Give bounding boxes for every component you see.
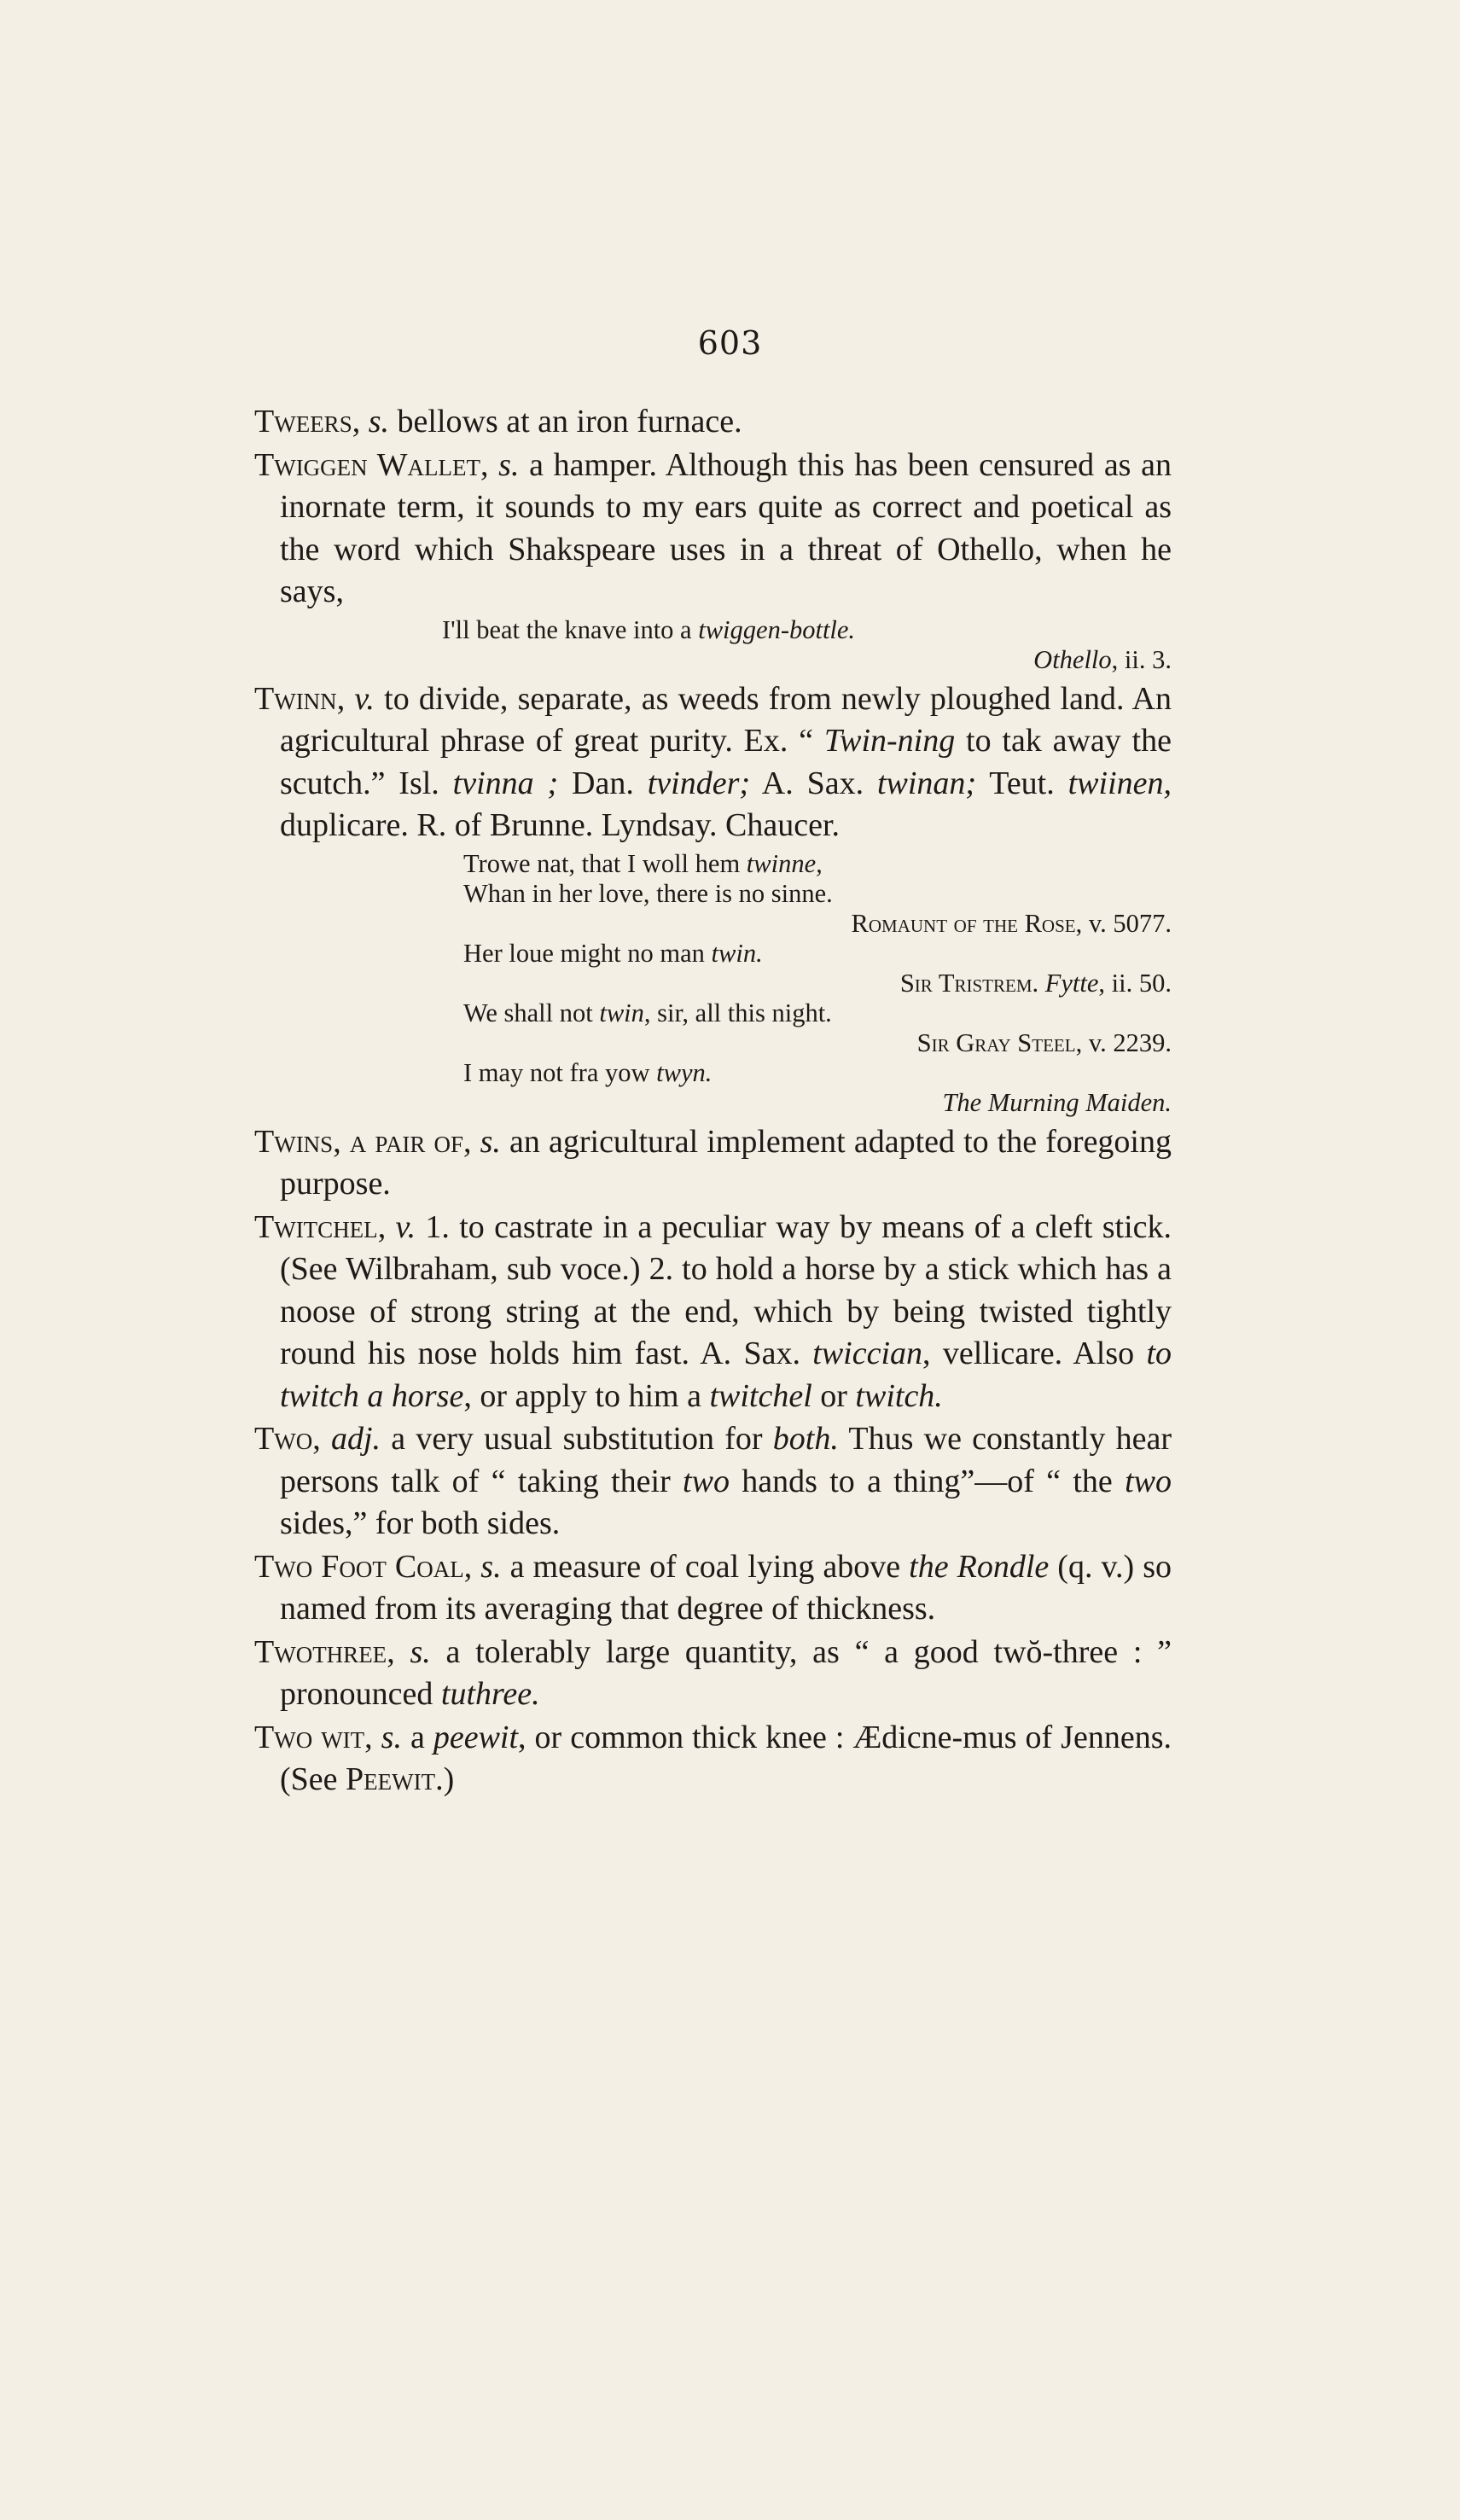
quote-source: Othello, ii. 3. [1033,644,1172,674]
glossary-text [254,401,1172,1802]
entry-twins: Twins, a pair of, s. an agricultural implement adapted to the foregoing purpose. [254,1123,1172,1202]
quote-line: Her loue might no man twin. [463,938,763,968]
quote-source: Sir Tristrem. Fytte, ii. 50. [899,968,1172,998]
quote-source: The Murning Maiden. [942,1087,1172,1117]
entry-twiggen-wallet: Twiggen Wallet, s. a hamper. Although this has been censured as an inornate term, it sounds to my ears quite as correct and poetical as the word which Shakspeare uses in a threat of Othello, when he says, [254,446,1172,609]
quote-twinn [254,849,1172,1118]
entry-twinn: Twinn, v. to divide, separate, as weeds from newly ploughed land. An agricultural phrase of great purity. Ex. “ Twin-ning to tak away the scutch.” Isl. tvinna ; Dan. tvinder; A. Sax. twinan; Teut. twiinen, duplicare. R. of Brunne. Lyndsay. Chaucer. [254,680,1172,843]
page-number: 603 [697,324,763,362]
quote-line: I may not fra yow twyn. [463,1057,713,1087]
entry-tweers: Tweers, s. bellows at an iron furnace. [254,404,742,439]
quote-line: We shall not twin, sir, all this night. [463,998,832,1027]
entry-two-wit: Two wit, s. a peewit, or common thick knee : Ædicne-mus of Jennens. (See Peewit.) [254,1719,1172,1797]
quote-line: I'll beat the knave into a twiggen-bottle. [442,614,856,644]
quote-source: Sir Gray Steel, v. 2239. [916,1027,1172,1057]
quote-line: Trowe nat, that I woll hem twinne, [463,848,823,878]
entry-two-foot-coal: Two Foot Coal, s. a measure of coal lying above the Rondle (q. v.) so named from its averaging that degree of thickness. [254,1548,1172,1627]
entry-two: Two, adj. a very usual substitution for both. Thus we constantly hear persons talk of “ taking their two hands to a thing”—of “ the two sides,” for both sides. [254,1421,1172,1541]
quote-source: Romaunt of the Rose, v. 5077. [851,908,1172,938]
entry-twothree: Twothree, s. a tolerably large quantity, as “ a good twŏ-three : ” pronounced tuthree. [254,1633,1172,1712]
quote-line: Whan in her love, there is no sinne. [463,878,833,908]
entry-twitchel: Twitchel, v. 1. to castrate in a peculiar way by means of a cleft stick. (See Wilbraham, sub voce.) 2. to hold a horse by a stick which has a noose of strong string at the end, which by being twisted tightly round his nose holds him fast. A. Sax. twiccian, vellicare. Also to twitch a horse, or apply to him a twitchel or twitch. [254,1208,1172,1414]
quote-othello [254,615,1172,675]
